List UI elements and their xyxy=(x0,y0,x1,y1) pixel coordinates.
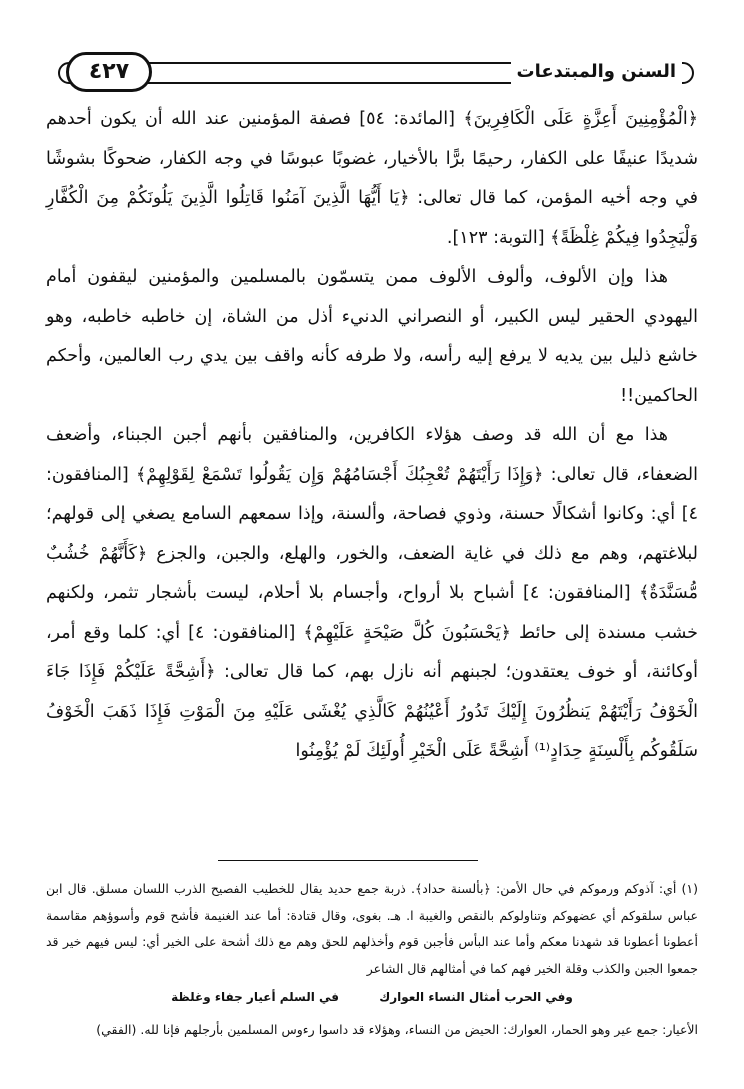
poetry-verse xyxy=(46,984,698,1011)
footnote-divider xyxy=(218,860,478,861)
footnote-gloss: الأعيار: جمع عير وهو الحمار، العوارك: الحيض من النساء، وهؤلاء قد داسوا رءوس المسلمين بأرجلهم فإنا لله. (الفقي) xyxy=(96,1021,698,1037)
page-header xyxy=(58,52,694,92)
paragraph: هذا وإن الألوف، وألوف الألوف ممن يتسمّون بالمسلمين والمؤمنين ليقفون أمام اليهودي الحقير ليس الكبير، أو النصراني الدنيء أذل من الشاة، إن خاطبه خاطبه، وهو خاشع ذليل بين يديه لا يرفع إليه رأسه، ولا طرفه كأنه واقف بين يدي رب العالمين، وأحكم الحاكمين!! xyxy=(46,267,698,406)
paragraph: ﴿الْمُؤْمِنِينَ أَعِزَّةٍ عَلَى الْكَافِرِينَ﴾ [المائدة: ٥٤] فصفة المؤمنين عند الله أن يكون أحدهم شديدًا عنيفًا على الكفار، رحيمًا برًّا بالأخيار، غضوبًا عبوسًا في وجه الكفار، ضحوكًا بشوشًا في وجه أخيه المؤمن، كما قال تعالى: ﴿يَا أَيُّهَا الَّذِينَ آمَنُوا قَاتِلُوا الَّذِينَ يَلُونَكُمْ مِنَ الْكُفَّارِ وَلْيَجِدُوا فِيكُمْ غِلْظَةً﴾ [التوبة: ١٢٣]. xyxy=(46,109,698,248)
main-text xyxy=(46,100,698,772)
page-number: ٤٢٧ xyxy=(66,52,152,92)
running-title: السنن والمبتدعات xyxy=(511,58,682,86)
verse-hemistich-right: وفي الحرب أمثال النساء العوارك xyxy=(379,990,573,1004)
paragraph: هذا مع أن الله قد وصف هؤلاء الكافرين، والمنافقين بأنهم أجبن الجبناء، وأضعف الضعفاء، قال تعالى: ﴿وَإِذَا رَأَيْتَهُمْ تُعْجِبُكَ أَجْسَامُهُمْ وَإِن يَقُولُوا تَسْمَعْ لِقَوْلِهِمْ﴾ [المنافقون: ٤] أي: وكانوا أشكالًا حسنة، وذوي فصاحة، وألسنة، وإذا سمعهم السامع يصغي إلى قولهم؛ لبلاغتهم، وهم مع ذلك في غاية الضعف، والخور، والهلع، والجبن، والجزع ﴿كَأَنَّهُمْ خُشُبٌ مُّسَنَّدَةٌ﴾ [المنافقون: ٤] أشباح بلا أرواح، وأجسام بلا أحلام، ليست بأشجار تثمر، ولكنهم خشب مسندة إلى حائط ﴿يَحْسَبُونَ كُلَّ صَيْحَةٍ عَلَيْهِمْ﴾ [المنافقون: ٤] أي: كلما وقع أمر، أوكائنة، أو خوف يعتقدون؛ لجبنهم أنه نازل بهم، كما قال تعالى: ﴿أَشِحَّةً عَلَيْكُمْ فَإِذَا جَاءَ الْخَوْفُ رَأَيْتَهُمْ يَنظُرُونَ إِلَيْكَ تَدُورُ أَعْيُنُهُمْ كَالَّذِي يُغْشَى عَلَيْهِ مِنَ الْمَوْتِ فَإِذَا ذَهَبَ الْخَوْفُ سَلَقُوكُم بِأَلْسِنَةٍ حِدَادٍ⁽¹⁾ أَشِحَّةً عَلَى الْخَيْرِ أُولَئِكَ لَمْ يُؤْمِنُوا xyxy=(46,425,699,761)
footnote-1: (١) أي: آذوكم ورموكم في حال الأمن: ﴿بألسنة حداد﴾. ذربة جمع حديد يقال للخطيب الفصيح الذرب اللسان مسلق. قال ابن عباس سلقوكم أي عضهوكم وتناولوكم بالنقص والغيبة ا. هـ. بغوى، وقال قتادة: أما عند الغنيمة فأشح قوم وأسوؤهم مقاسمة أعطونا أعطونا قد شهدنا معكم وأما عند البأس فأجبن قوم وأخذلهم للحق وهم مع ذلك أشحة على الخير أي: ليس فيهم خير قد جمعوا الجبن والكذب وقلة الخير فهم كما في أمثالهم قال الشاعر xyxy=(46,881,698,976)
footnotes xyxy=(46,876,698,1043)
verse-hemistich-left: في السلم أعيار جفاء وغلظة xyxy=(171,990,340,1004)
